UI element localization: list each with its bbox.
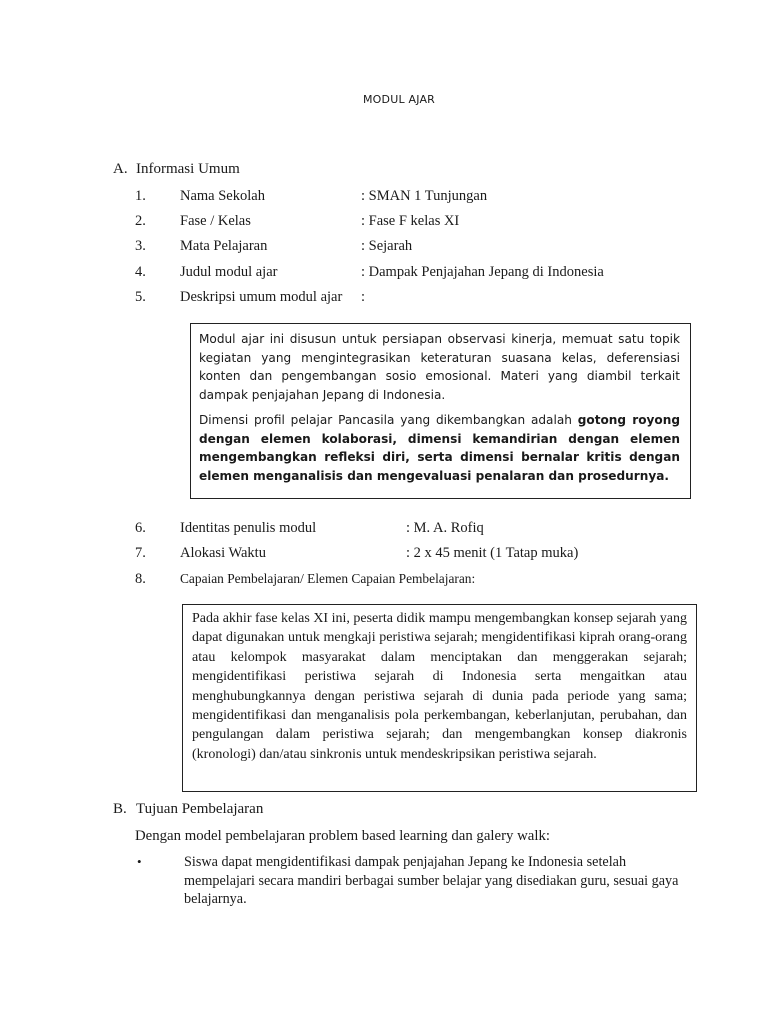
description-paragraph-1: Modul ajar ini disusun untuk persiapan observasi kinerja, memuat satu topik kegiatan yang mengintegrasikan keteraturan suasana kelas, deferensiasi konten dan pengembangan sosio emosional. Materi yang diambil terkait dampak penjajahan Jepang di Indonesia. — [199, 332, 680, 402]
capaian-text: Pada akhir fase kelas XI ini, peserta didik mampu mengembangkan konsep sejarah yang dapat digunakan untuk mengkaji peristiwa sejarah; mengidentifikasi kiprah orang-orang atau kelompok masyarakat dalam menciptakan dan menggerakan sejarah; mengidentifikasi peristiwa sejarah di Indonesia serta mengaitkan atau menghubungkannya dengan peristiwa sejarah di dunia pada periode yang sama; mengidentifikasi dan menganalisis pola perkembangan, keberlanjutan, perubahan, dan pengulangan dalam peristiwa sejarah; dan mengembangkan konsep diakronis (kronologi) dan/atau sinkronis untuk mendeskripsikan peristiwa sejarah. — [192, 611, 687, 762]
row-value: : Dampak Penjajahan Jepang di Indonesia — [361, 264, 604, 280]
document-title: MODUL AJAR — [362, 93, 436, 106]
section-a-title: Informasi Umum — [136, 161, 240, 177]
row-label: Identitas penulis modul — [180, 520, 317, 536]
section-b-letter: B. — [113, 801, 127, 817]
row-label: Judul modul ajar — [180, 264, 278, 280]
description-paragraph-2-bold: gotong royong dengan elemen kolaborasi, dimensi kemandirian dengan elemen mengembangkan refleksi diri, serta dimensi bernalar kritis dengan elemen menganalisis dan mengevaluasi penalaran dan prosedurnya. — [199, 413, 681, 483]
row-value: : 2 x 45 menit (1 Tatap muka) — [406, 545, 579, 561]
row-value: : — [361, 289, 366, 305]
row-number: 4. — [135, 264, 146, 280]
row-label: Mata Pelajaran — [180, 238, 268, 254]
capaian-pembelajaran-box — [182, 604, 697, 792]
row-value: : SMAN 1 Tunjungan — [361, 188, 488, 204]
description-paragraph-2 — [199, 411, 680, 485]
row-value: : Fase F kelas XI — [361, 213, 460, 229]
description-paragraph-2-normal: Dimensi profil pelajar Pancasila yang dikembangkan adalah — [199, 413, 578, 427]
section-b-title: Tujuan Pembelajaran — [136, 801, 264, 817]
description-box — [190, 323, 691, 499]
row-label: Fase / Kelas — [180, 213, 251, 229]
row-label: Deskripsi umum modul ajar — [180, 289, 343, 305]
row-number: 1. — [135, 188, 146, 204]
row-number: 6. — [135, 520, 146, 536]
row-number: 3. — [135, 238, 146, 254]
row-number: 7. — [135, 545, 146, 561]
section-a-letter: A. — [113, 161, 128, 177]
row-number: 2. — [135, 213, 146, 229]
row-label: Nama Sekolah — [180, 188, 265, 204]
bullet-symbol: • — [137, 854, 142, 869]
row-label: Alokasi Waktu — [180, 545, 266, 561]
row-value: : Sejarah — [361, 238, 413, 254]
row-number: 8. — [135, 571, 146, 587]
row-label: Capaian Pembelajaran/ Elemen Capaian Pembelajaran: — [180, 571, 476, 586]
row-value: : M. A. Rofiq — [406, 520, 484, 536]
section-b-intro: Dengan model pembelajaran problem based learning dan galery walk: — [135, 828, 550, 844]
row-number: 5. — [135, 289, 146, 305]
bullet-item: Siswa dapat mengidentifikasi dampak penjajahan Jepang ke Indonesia setelah mempelajari secara mandiri berbagai sumber belajar yang disediakan guru, sesuai gaya belajarnya. — [184, 854, 679, 907]
